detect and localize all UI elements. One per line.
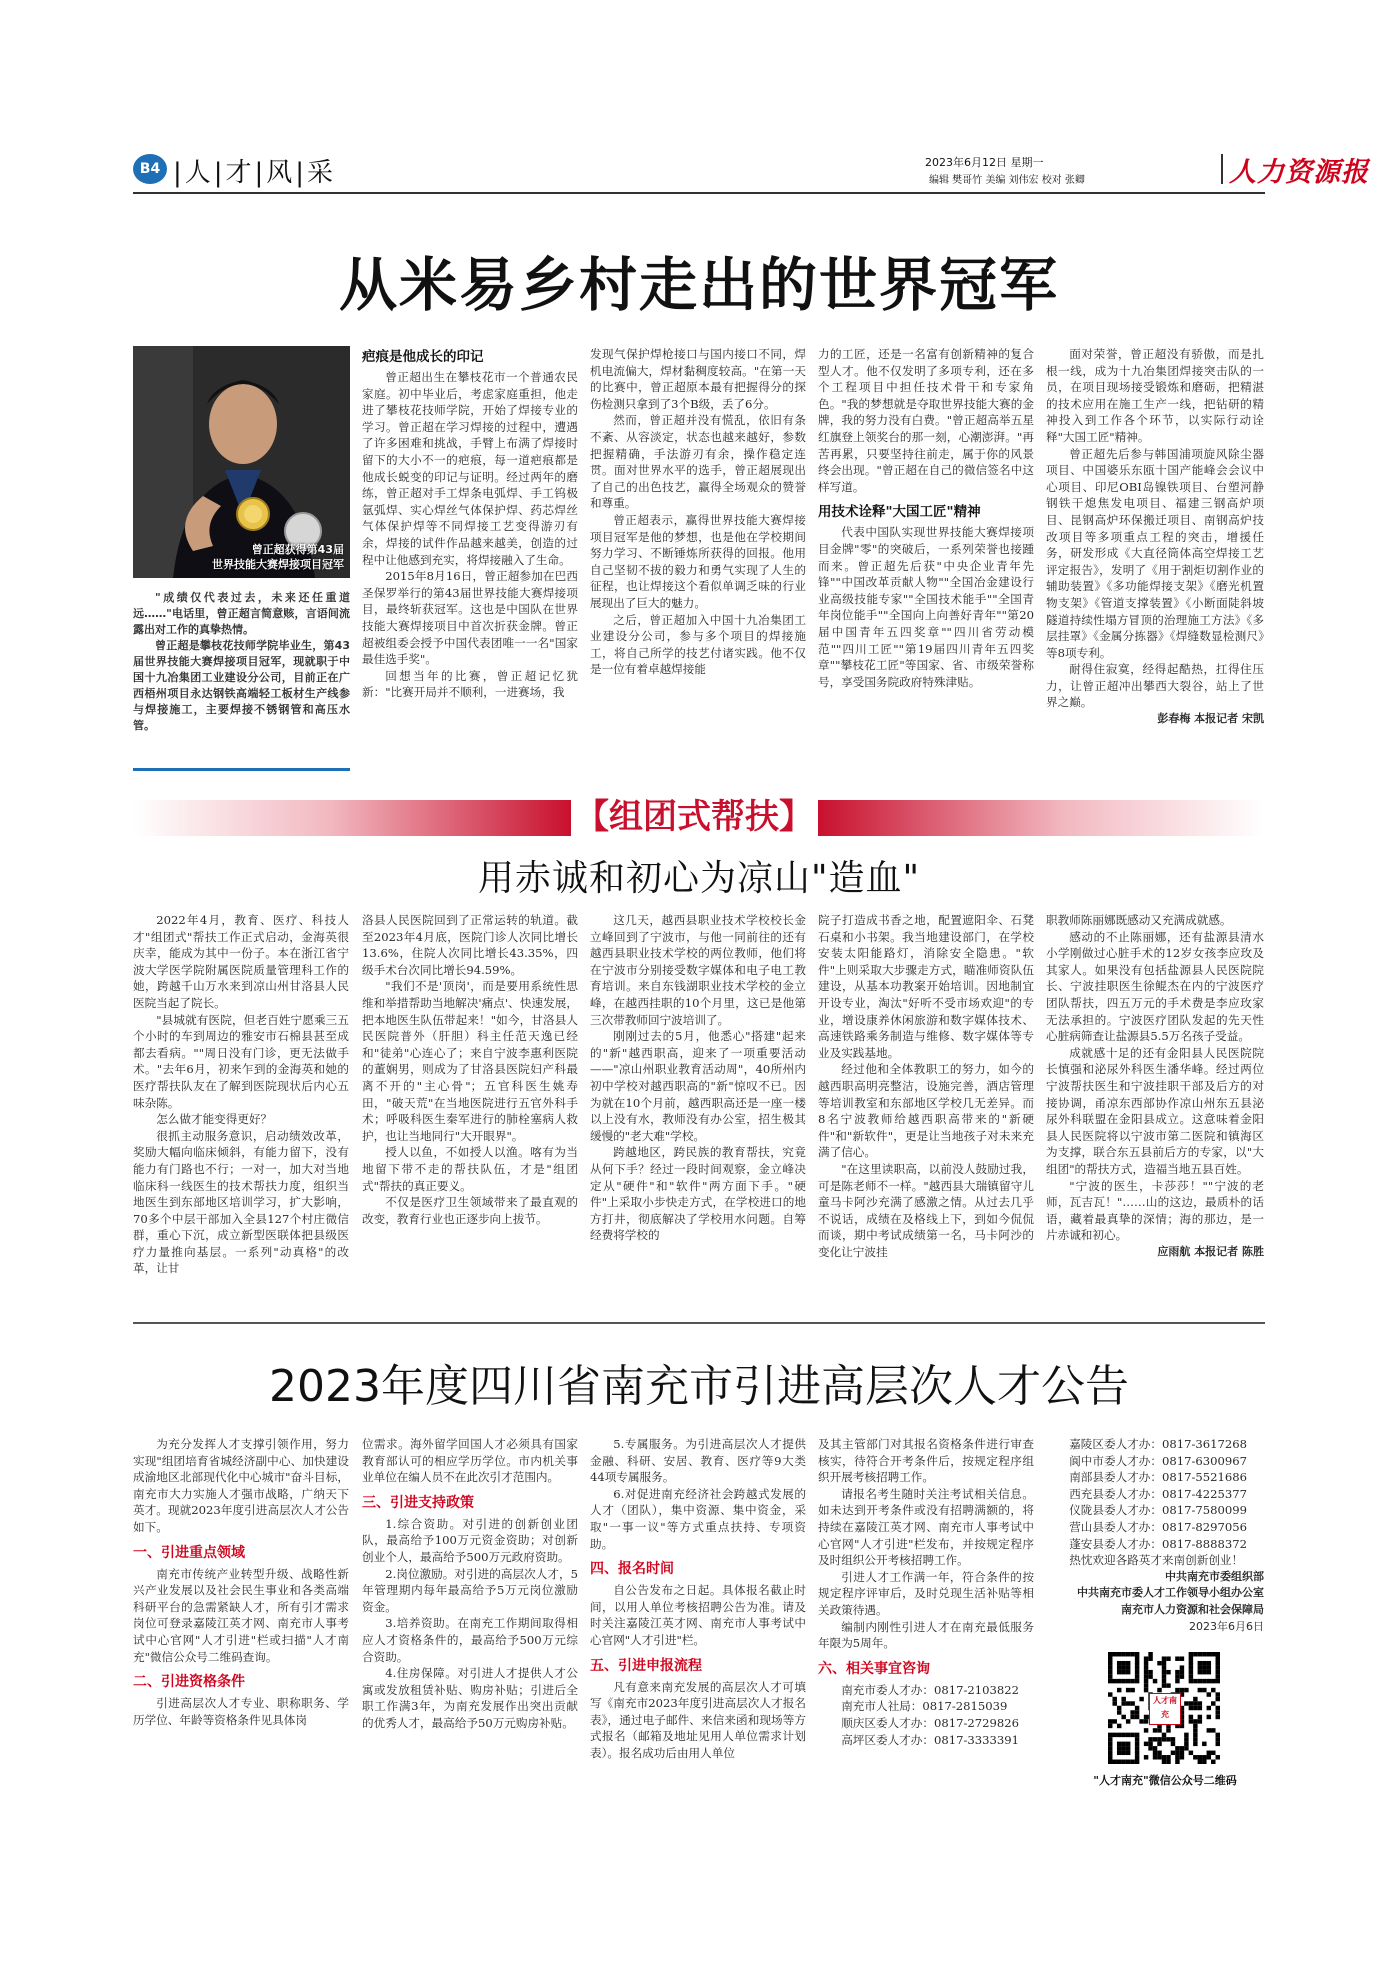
newspaper-logo: 人力资源报 xyxy=(1229,157,1369,188)
contact-line: 蓬安县委人才办：0817-8888372 xyxy=(1069,1536,1247,1551)
notice-section-3-title: 三、引进支持政策 xyxy=(362,1494,474,1511)
paragraph: 刚刚过去的5月，他悉心"搭建"起来的"新"越西职高，迎来了一项重要活动——"凉山州职业教育活动周"，40所州内初中学校对越西职高的"新"惊叹不已。因为就在10个月前，越西职高还是一座一楼以上没有水，教师没有办公室，招生极其缓慢的"老大难"学校。 xyxy=(590,1029,806,1143)
paragraph: 不仅是医疗卫生领域带来了最直观的改变，教育行业也正逐步向上拔节。 xyxy=(362,1195,578,1226)
subheading-scars: 疤痕是他成长的印记 xyxy=(362,349,484,365)
article1-intro xyxy=(133,590,350,765)
intro-bottom-rule xyxy=(133,768,350,771)
page-header xyxy=(133,150,1369,190)
section-name: |人|才|风|采 xyxy=(173,158,337,188)
header-rule xyxy=(133,192,1265,194)
paragraph: 成就感十足的还有金阳县人民医院院长慎强和泌尿外科医生潘华峰。经过两位宁波帮扶医生和宁波挂职干部及后方的对接协调，甬凉东西部协作凉山州东五县泌尿外科联盟在金阳县成立。这意味着金阳县人民医院将以宁波市第二医院和镇海区为支撑，联合东五县前后方的专家，以"大组团"的帮扶方式，造福当地五县百姓。 xyxy=(1046,1045,1264,1176)
paragraph: 这几天，越西县职业技术学校校长金立峰回到了宁波市，与他一同前往的还有越西县职业技术学校的两位教师，他们将在宁波市分别接受数字媒体和电子电工教育培训。来自东钱湖职业技术学校的金立峰，在越西挂职的10个月里，这已是他第三次带教师回宁波培训了。 xyxy=(590,913,806,1027)
paragraph: 自公告发布之日起。具体报名截止时间，以用人单位考核招聘公告为准。请及时关注嘉陵江英才网、南充市人事考试中心官网"人才引进"栏。 xyxy=(590,1583,806,1647)
contact-line: 营山县委人才办：0817-8297056 xyxy=(1069,1519,1247,1534)
contact-line: 南充市人社局：0817-2815039 xyxy=(841,1699,1008,1714)
paragraph: 1.综合资助。对引进的创新创业团队，最高给予100万元资金资助；对创新创业个人，最高给予500万元政府资助。 xyxy=(362,1516,578,1564)
paragraph: 经过他和全体教职工的努力，如今的越西职高明亮整洁，设施完善，酒店管理等培训教室和东部地区学校几无差异。而8名宁波教师给越西职高带来的"新硬件"和"新软件"，更是让当地孩子对未来充满了信心。 xyxy=(818,1062,1034,1160)
paragraph: 然而，曾正超并没有慌乱，依旧有条不紊、从容淡定，状态也越来越好，参数把握精确，手法游刃有余，操作稳定连贯。面对世界水平的选手，曾正超展现出了自己的出色技艺，赢得全场观众的赞誉和尊重。 xyxy=(590,413,806,511)
paragraph: 2.岗位激励。对引进的高层次人才，5年管理期内每年最高给予5万元岗位激励资金。 xyxy=(362,1566,578,1614)
notice-column-4 xyxy=(818,1436,1034,1816)
article2-byline: 应雨航 本报记者 陈胜 xyxy=(1157,1244,1264,1258)
article1-headline: 从米易乡村走出的世界冠军 xyxy=(338,251,1059,319)
article2-column-5 xyxy=(1046,912,1264,1314)
banner-left-bar xyxy=(133,800,571,836)
notice-date: 2023年6月6日 xyxy=(1189,1619,1264,1633)
paragraph: 凡有意来南充发展的高层次人才可填写《南充市2023年度引进高层次人才报名表》，通过电子邮件、来信来函和现场等方式报名（邮箱及地址见用人单位需求计划表）。报名成功后由用人单位 xyxy=(590,1679,806,1760)
paragraph: 跨越地区，跨民族的教育帮扶，究竟从何下手？经过一段时间观察，金立峰决定从"硬件"和"软件"两方面下手。"硬件"上采取小步快走方式，在学校进口的地方打井，彻底解决了学校用水问题。自筹经费将学校的 xyxy=(590,1145,806,1243)
paragraph: 面对荣誉，曾正超没有骄傲，而是扎根一线，成为十九冶集团焊接突击队的一员，在项目现场接受锻炼和磨砺，把精湛的技术应用在施工生产一线，把钻研的精神投入到工作各个环节，以实际行动诠释"大国工匠"精神。 xyxy=(1046,347,1264,444)
paragraph: 2022年4月，教育、医疗、科技人才"组团式"帮扶工作正式启动，金海英很庆幸，能成为其中一份子。本在浙江省宁波大学医学院附属医院质量管理科工作的她，跨越千山万水来到凉山州甘洛县人民医院当起了院长。 xyxy=(133,913,349,1010)
issue-date: 2023年6月12日 星期一 xyxy=(925,156,1044,169)
intro-quote: "成绩仅代表过去，未来还任重道远……"电话里，曾正超言简意赅，言语间流露出对工作的真挚热情。 xyxy=(133,591,350,636)
paragraph: 3.培养资助。在南充工作期间取得相应人才资格条件的，最高给予500万元综合资助。 xyxy=(362,1616,578,1664)
notice-section-1-title: 一、引进重点领域 xyxy=(133,1544,245,1561)
contact-line: 南部县委人才办：0817-5521686 xyxy=(1069,1470,1247,1485)
notice-column-1 xyxy=(133,1436,349,1816)
photo-caption: 曾正超获得第43届 世界技能大赛焊接项目冠军 xyxy=(212,543,344,571)
paragraph: 4.住房保障。对引进人才提供人才公寓或发放租赁补贴、购房补贴；引进后全职工作满3年，为南充发展作出突出贡献的优秀人才，最高给予50万元购房补贴。 xyxy=(362,1666,578,1730)
article2-column-2 xyxy=(362,912,578,1314)
paragraph: 怎么做才能变得更好？ xyxy=(156,1112,273,1127)
paragraph: 院子打造成书香之地，配置遮阳伞、石凳石桌和小书架。我当地建设部门，在学校安装太阳能路灯，消除安全隐患。"软件"上则采取大步骤走方式，瞄准师资队伍建设，从基本功教案开始培训。因地制宜开设专业，淘汰"好听不受市场欢迎"的专业，增设康养休闲旅游和数字媒体技术、高速铁路乘务制造与维修、数字媒体等专业及实践基地。 xyxy=(818,913,1034,1060)
contact-line: 顺庆区委人才办：0817-2729826 xyxy=(841,1715,1019,1730)
paragraph: 感动的不止陈丽娜，还有盐源县清水小学刚做过心脏手术的12岁女孩李应玫及其家人。如果没有包括盐源县人民医院院长、宁波挂职医生徐鲲杰在内的宁波医疗团队帮扶，四五万元的手术费是李应玫家无法承担的。宁波医疗团队发起的先天性心脏病筛查让盐源县5.5万名孩子受益。 xyxy=(1046,929,1264,1044)
banner-right-bar xyxy=(818,800,1264,836)
contact-line: 高坪区委人才办：0817-3333391 xyxy=(841,1732,1019,1747)
article1-column-3 xyxy=(590,346,806,771)
contact-line: 南充市委人才办：0817-2103822 xyxy=(841,1682,1019,1697)
article1-column-5 xyxy=(1046,346,1264,771)
paragraph: 洛县人民医院回到了正常运转的轨道。截至2023年4月底，医院门诊人次同比增长13.6%，住院人次同比增长43.35%，四级手术台次同比增长94.59%。 xyxy=(362,913,578,977)
notice-column-5 xyxy=(1046,1436,1264,1636)
paragraph: 发现气保护焊枪接口与国内接口不同，焊机电流偏大，焊材黏稠度较高。"在第一天的比赛中，曾正超原本最有把握得分的探伤检测只拿到了3个B级，丢了6分。 xyxy=(590,347,806,411)
issuer-2: 中共南充市委人才工作领导小组办公室 xyxy=(1077,1586,1264,1600)
paragraph: "在这里读职高，以前没人鼓励过我，可是陈老师不一样。"越西县大瑞镇留守儿童马卡阿沙充满了感激之情。从过去几乎不说话，成绩在及格线上下，到如今侃侃而谈，期中考试成绩第一名，马卡阿沙的变化让宁波挂 xyxy=(818,1161,1034,1259)
issuer-3: 南充市人力资源和社会保障局 xyxy=(1121,1602,1264,1616)
qr-center-logo: 人才南充 xyxy=(1149,1693,1181,1725)
paragraph: 曾正超先后参与韩国浦项旋风除尘器项目、中国婆乐东瓯十国产能峰会会议中心项目、印尼OBI岛镍铁项目、台塑河静钢铁干熄焦发电项目、福建三钢高炉项目、昆钢高炉环保搬迁项目、南钢高炉技改项目等多项重点工程的突击，增援任务，研发形成《大直径筒体高空焊接工艺评定报告》，发明了《用于割炬切割作业的辅助装置》《多功能焊接支架》《磨光机置物支架》《管道支撑装置》《小断面陡斜坡隧道持续性塌方冒顶的治理施工方法》《多层挂罩》《金属分拣器》《焊缝数显检测尺》等8项专利。 xyxy=(1046,446,1264,660)
page-number-badge: B4 xyxy=(133,154,167,184)
paragraph: 编制内刚性引进人才在南充最低服务年限为5周年。 xyxy=(818,1619,1034,1651)
article1-column-4 xyxy=(818,346,1034,771)
paragraph: "我们不是'顶岗'，而是要用系统性思维和举措帮助当地解决'痛点'、快速发展，把本地医生队伍带起来！"如今，甘洛县人民医院普外（肝胆）科主任范天逸已经和"徒弟"心连心了；来自宁波李惠利医院的董娴男，则成为了甘洛县医院妇产科最离不开的"主心骨"；五官科医生姚寿田，"破天荒"在当地医院进行五官外科手术；呼吸科医生秦军进行的肺栓塞病人救护，也让当地同行"大开眼界"。 xyxy=(362,979,578,1143)
section-rule xyxy=(133,1322,1265,1324)
article2-headline: 用赤诚和初心为凉山"造血" xyxy=(477,858,921,899)
article2-column-1 xyxy=(133,912,349,1314)
notice-headline: 2023年度四川省南充市引进高层次人才公告 xyxy=(269,1361,1129,1412)
paragraph: 授人以鱼，不如授人以渔。喀有为当地留下带不走的帮扶队伍，才是"组团式"帮扶的真正要义。 xyxy=(362,1145,578,1193)
champion-photo xyxy=(133,346,350,578)
paragraph: 之后，曾正超加入中国十九冶集团工业建设分公司，参与多个项目的焊接施工，将自己所学的技艺付诸实践。他不仅是一位有着卓越焊接能 xyxy=(590,612,806,677)
issuer-1: 中共南充市委组织部 xyxy=(1165,1569,1264,1583)
notice-column-2 xyxy=(362,1436,578,1816)
paragraph: 位需求。海外留学回国人才必须具有国家教育部认可的相应学历学位。市内机关事业单位在编人员不在此次引才范围内。 xyxy=(362,1437,578,1485)
notice-section-6-title: 六、相关事宜咨询 xyxy=(818,1660,930,1677)
paragraph: 6.对促进南充经济社会跨越式发展的人才（团队），集中资源、集中资金，采取"一事一议"等方式重点扶持、专项资助。 xyxy=(590,1486,806,1551)
subheading-craftsman: 用技术诠释"大国工匠"精神 xyxy=(818,504,981,521)
contact-line: 仪陇县委人才办：0817-7580099 xyxy=(1069,1503,1247,1518)
paragraph: 5.专属服务。为引进高层次人才提供金融、科研、安居、教育、医疗等9大类44项专属服务。 xyxy=(590,1437,806,1485)
notice-section-2-title: 二、引进资格条件 xyxy=(133,1674,245,1691)
paragraph: 耐得住寂寞，经得起酷热，扛得住压力，让曾正超冲出攀西大裂谷，站上了世界之巅。 xyxy=(1046,662,1264,710)
paragraph: 引进人才工作满一年，符合条件的按规定程序评审后，及时兑现生活补贴等相关政策待遇。 xyxy=(818,1569,1034,1617)
paragraph: 引进高层次人才专业、职称职务、学历学位、年龄等资格条件见具体岗 xyxy=(133,1696,349,1727)
paragraph: 曾正超出生在攀枝花市一个普通农民家庭。初中毕业后，考虑家庭重担，他走进了攀枝花技师学院，开始了焊接专业的学习。曾正超在学习焊接的过程中，遭遇了许多困难和挑战，手臂上布满了焊接时留下的大小不一的疤痕，每一道疤痕都是他成长蜕变的印记与证明。经过两年的磨练，曾正超对手工焊条电弧焊、手工钨极氩弧焊、实心焊丝气体保护焊、药芯焊丝气体保护焊等不同焊接工艺变得游刃有余，焊接的试件作品越来越美，创造的过程中让他感到充实，将焊接融入了生命。 xyxy=(362,370,578,567)
article1-byline: 彭春梅 本报记者 宋凯 xyxy=(1157,712,1264,726)
paragraph: 2015年8月16日，曾正超参加在巴西圣保罗举行的第43届世界技能大赛焊接项目，最终斩获冠军。这也是中国队在世界技能大赛焊接项目中首次折获金牌。曾正超被组委会授予中国代表团唯一一名"国家最佳选手奖"。 xyxy=(362,569,578,667)
paragraph: 及其主管部门对其报名资格条件进行审查核实，待符合开考条件后，按规定程序组织开展考核招聘工作。 xyxy=(818,1437,1034,1485)
editor-credits: 编辑 樊哥竹 美编 刘伟宏 校对 张卿 xyxy=(929,175,1085,186)
paragraph: 回想当年的比赛，曾正超记忆犹新："比赛开局并不顺利，一进赛场，我 xyxy=(362,668,578,700)
intro-bio: 曾正超是攀枝花技师学院毕业生，第43届世界技能大赛焊接项目冠军，现就职于中国十九冶集团工业建设分公司，目前正在广西梧州项目永达钢铁高端轻工板材生产线参与焊接施工，主要焊接不锈钢管和高压水管。 xyxy=(133,639,350,732)
contact-line: 阆中市委人才办：0817-6300967 xyxy=(1069,1453,1247,1468)
contact-line: 西充县委人才办：0817-4225377 xyxy=(1069,1486,1247,1501)
notice-section-4-title: 四、报名时间 xyxy=(590,1561,674,1578)
paragraph: 很抓主动服务意识，启动绩效改革，奖励大幅向临床倾斜，有能力留下，没有能力有门路也不行；一对一，加大对当地临床科一线医生的技术帮扶力度，组织当地医生到东部地区培训学习，扩大影响，70多个中层干部加入全县127个村庄微信群，重心下沉，成立新型医联体把县级医疗力量推向基层。一系列"动真格"的改革，让甘 xyxy=(133,1128,349,1276)
qr-code[interactable] xyxy=(1108,1652,1220,1764)
notice-intro: 为充分发挥人才支撑引领作用，努力实现"组团培育省城经济副中心、加快建设成渝地区北部现代化中心城市"奋斗目标，南充市大力实施人才强市战略，广纳天下英才。现就2023年度引进高层次人才公告如下。 xyxy=(133,1437,349,1534)
notice-column-3 xyxy=(590,1436,806,1816)
contact-line: 嘉陵区委人才办：0817-3617268 xyxy=(1069,1437,1247,1451)
header-divider xyxy=(1221,154,1223,184)
paragraph: 南充市传统产业转型升级、战略性新兴产业发展以及社会民生事业和各类高端科研平台的急需紧缺人才，所有引才需求岗位可登录嘉陵江英才网、南充市人事考试中心官网"人才引进"栏或扫描"人才南充"微信公众号二维码查询。 xyxy=(133,1566,349,1664)
article2-column-3 xyxy=(590,912,806,1314)
article2-column-4 xyxy=(818,912,1034,1314)
paragraph: 职教师陈丽娜既感动又充满成就感。 xyxy=(1046,913,1232,927)
paragraph: "宁波的医生，卡莎莎！""宁波的老师，瓦吉瓦！"……山的这边，最质朴的话语，藏着最真挚的深情；海的那边，是一片赤诚和初心。 xyxy=(1046,1178,1264,1243)
paragraph: 力的工匠，还是一名富有创新精神的复合型人才。他不仅发明了多项专利，还在多个工程项目中担任技术骨干和专家角色。"我的梦想就是夺取世界技能大赛的金牌，我的努力没有白费。"曾正超高举五星红旗登上领奖台的那一刻，心潮澎湃。"再苦再累，只要坚持往前走，属于你的风景终会出现。"曾正超在自己的微信签名中这样写道。 xyxy=(818,347,1034,494)
paragraph: 请报名考生随时关注考试相关信息。如未达到开考条件或没有招聘满额的，将持续在嘉陵江英才网、南充市人事考试中心官网"人才引进"栏发布，并按规定程序及时组织公开考核招聘工作。 xyxy=(818,1486,1034,1568)
paragraph: "县城就有医院，但老百姓宁愿乘三五个小时的车到周边的雅安市石棉县甚至成都去看病。""周日没有门诊，更无法做手术。"去年6月，初来乍到的金海英和她的医疗帮扶队友在了解到医院现状后内心五味杂陈。 xyxy=(133,1012,349,1110)
notice-section-5-title: 五、引进申报流程 xyxy=(590,1657,702,1674)
paragraph: 曾正超表示，赢得世界技能大赛焊接项目冠军是他的梦想，也是他在学校期间努力学习、不断锤炼所获得的回报。他用自己坚韧不拔的毅力和勇气实现了人生的征程，也让焊接这个看似单调乏味的行业展现出了巨大的魅力。 xyxy=(590,512,806,610)
welcome-line: 热忱欢迎各路英才来南创新创业！ xyxy=(1069,1553,1244,1568)
banner-title: 【组团式帮扶】 xyxy=(575,797,813,837)
article1-column-2 xyxy=(362,346,578,771)
paragraph: 代表中国队实现世界技能大赛焊接项目金牌"零"的突破后，一系列荣誉也接踵而来。曾正超先后获"中央企业青年先锋""中国改革贡献人物""全国冶金建设行业高级技能专家""全国技术能手""全国青年岗位能手""全国向上向善好青年""第20届中国青年五四奖章""四川省劳动模范""四川工匠""第19届四川青年五四奖章""攀枝花工匠"等国家、省、市级荣誉称号，享受国务院政府特殊津贴。 xyxy=(818,525,1034,689)
qr-caption: "人才南充"微信公众号二维码 xyxy=(1093,1774,1237,1787)
